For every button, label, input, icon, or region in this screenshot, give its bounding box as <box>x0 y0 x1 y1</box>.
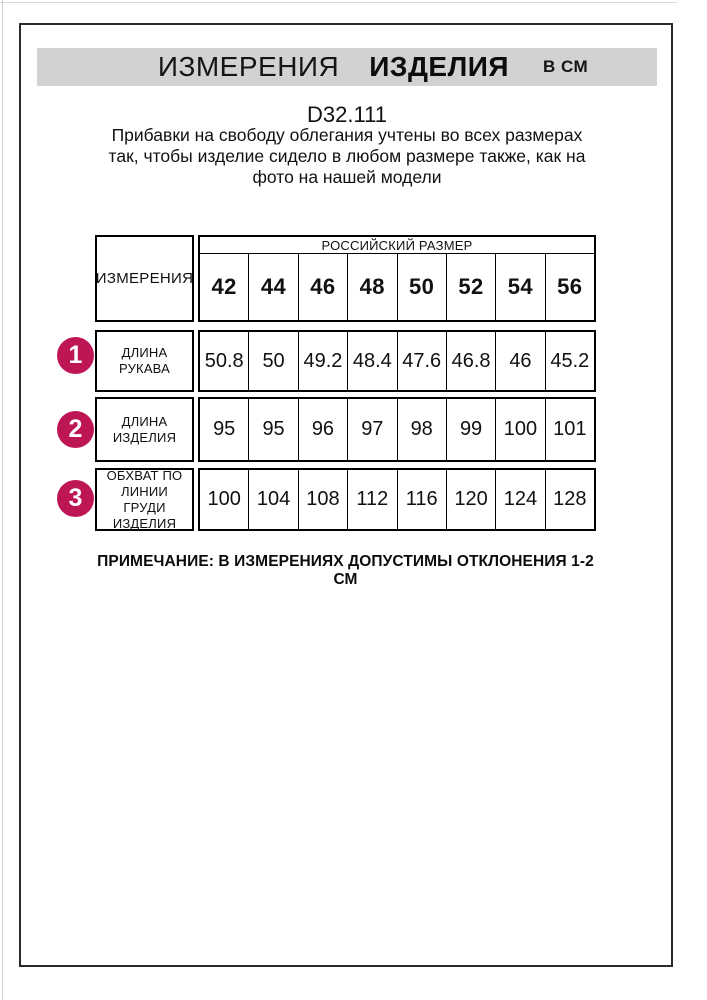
table-cell: 120 <box>446 470 495 529</box>
size-table <box>95 235 596 531</box>
row-values <box>198 330 596 392</box>
size-column-header: 52 <box>446 254 495 320</box>
table-row-sleeve-length <box>95 330 596 392</box>
title-band <box>37 48 657 86</box>
table-cell: 101 <box>545 399 594 460</box>
table-cell: 50 <box>248 332 297 390</box>
row-number-badge-3: 3 <box>57 480 94 517</box>
row-values <box>198 397 596 462</box>
table-cell: 45.2 <box>545 332 594 390</box>
table-cell: 96 <box>298 399 347 460</box>
table-header-row <box>95 235 596 322</box>
table-cell: 95 <box>213 418 236 440</box>
table-cell: 104 <box>248 470 297 529</box>
row-number-badge-2: 2 <box>57 411 94 448</box>
size-column-header: 50 <box>397 254 446 320</box>
table-cell: 47.6 <box>397 332 446 390</box>
table-cell: 108 <box>298 470 347 529</box>
size-number-row <box>200 254 594 320</box>
title-unit: В СМ <box>542 57 589 76</box>
page-edge-line-left <box>2 0 3 1000</box>
table-cell: 49.2 <box>298 332 347 390</box>
measurements-column-header: ИЗМЕРЕНИЯ <box>95 235 194 322</box>
table-cell: 124 <box>495 470 544 529</box>
table-cell: 100 <box>495 399 544 460</box>
row-label: ОБХВАТ ПО ЛИНИИ ГРУДИ ИЗДЕЛИЯ <box>95 468 194 531</box>
table-cell: 46.8 <box>446 332 495 390</box>
title-product: ИЗДЕЛИЯ <box>369 51 509 82</box>
table-cell: 48.4 <box>347 332 396 390</box>
size-column-header: 42 <box>211 274 237 299</box>
table-cell: 100 <box>207 488 241 510</box>
size-column-header: 54 <box>495 254 544 320</box>
row-number-badge-1: 1 <box>57 337 94 374</box>
title-measurements: ИЗМЕРЕНИЯ <box>157 51 340 82</box>
size-column-header: 56 <box>545 254 594 320</box>
table-cell: 98 <box>397 399 446 460</box>
table-cell: 116 <box>397 470 446 529</box>
table-cell: 50.8 <box>204 349 244 372</box>
table-row-chest-girth <box>95 468 596 531</box>
table-cell: 97 <box>347 399 396 460</box>
row-label: ДЛИНА РУКАВА <box>95 330 194 392</box>
product-description: Прибавки на свободу облегания учтены во всех размерах так, чтобы изделие сидело в любом размере также, как на фото на нашей модели <box>108 125 586 187</box>
product-code: D32.111 <box>307 102 387 127</box>
tolerance-note: ПРИМЕЧАНИЕ: В ИЗМЕРЕНИЯХ ДОПУСТИМЫ ОТКЛОНЕНИЯ 1-2 СМ <box>97 553 594 588</box>
size-column-header: 44 <box>248 254 297 320</box>
table-cell: 128 <box>545 470 594 529</box>
russian-size-header: РОССИЙСКИЙ РАЗМЕР <box>200 237 594 254</box>
page-edge-line-top <box>0 2 677 3</box>
table-row-item-length <box>95 397 596 462</box>
table-cell: 95 <box>248 399 297 460</box>
row-values <box>198 468 596 531</box>
row-label: ДЛИНА ИЗДЕЛИЯ <box>95 397 194 462</box>
size-header-block <box>198 235 596 322</box>
table-cell: 112 <box>347 470 396 529</box>
table-cell: 99 <box>446 399 495 460</box>
table-cell: 46 <box>495 332 544 390</box>
size-column-header: 48 <box>347 254 396 320</box>
size-column-header: 46 <box>298 254 347 320</box>
